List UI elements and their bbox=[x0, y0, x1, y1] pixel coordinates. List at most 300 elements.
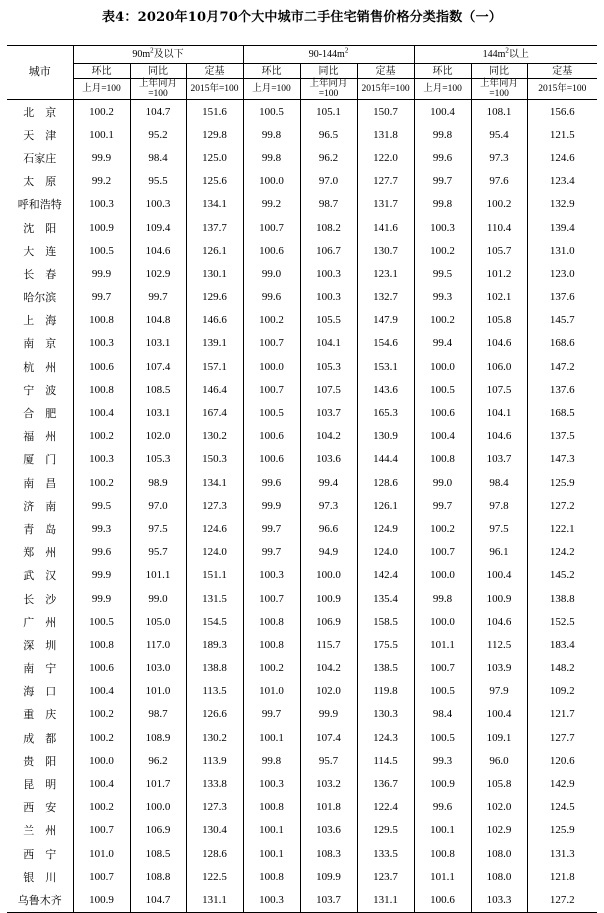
table-row bbox=[7, 100, 597, 124]
index-value: 100.1 bbox=[243, 819, 300, 842]
index-value: 137.6 bbox=[527, 378, 597, 401]
index-value: 142.9 bbox=[527, 772, 597, 795]
index-value: 99.6 bbox=[91, 546, 112, 559]
index-value: 99.5 bbox=[414, 262, 471, 285]
index-value: 121.8 bbox=[527, 865, 597, 888]
index-value: 97.0 bbox=[130, 494, 186, 517]
index-value: 151.1 bbox=[186, 564, 243, 587]
index-value: 100.9 bbox=[414, 772, 471, 795]
index-value: 146.6 bbox=[186, 309, 243, 332]
index-value: 127.7 bbox=[527, 726, 597, 749]
table-row bbox=[7, 819, 597, 842]
index-value: 156.6 bbox=[527, 100, 597, 124]
index-value: 101.1 bbox=[414, 633, 471, 656]
index-value: 109.2 bbox=[527, 680, 597, 703]
index-value: 106.9 bbox=[130, 819, 186, 842]
index-value: 131.7 bbox=[357, 193, 414, 216]
index-value: 100.6 bbox=[89, 662, 114, 675]
city-name: 济 南 bbox=[7, 494, 73, 517]
index-value: 100.2 bbox=[89, 731, 114, 744]
base-label-mom: 上月=100 bbox=[73, 79, 130, 100]
base-label-yoy: 上年同月=100 bbox=[471, 79, 527, 100]
index-value: 109.1 bbox=[471, 726, 527, 749]
index-value: 104.1 bbox=[471, 401, 527, 424]
index-value: 104.1 bbox=[300, 332, 357, 355]
index-value: 96.1 bbox=[471, 541, 527, 564]
index-value: 104.6 bbox=[471, 610, 527, 633]
index-value: 112.5 bbox=[471, 633, 527, 656]
index-value: 130.9 bbox=[357, 425, 414, 448]
index-value: 103.2 bbox=[300, 772, 357, 795]
index-value: 126.1 bbox=[357, 494, 414, 517]
index-value: 107.4 bbox=[300, 726, 357, 749]
index-value: 138.8 bbox=[186, 657, 243, 680]
subheader-mom: 环比 bbox=[91, 65, 112, 77]
table-row bbox=[7, 657, 597, 680]
index-value: 96.5 bbox=[300, 123, 357, 146]
index-value: 147.9 bbox=[357, 309, 414, 332]
index-value: 105.8 bbox=[471, 772, 527, 795]
index-value: 146.4 bbox=[186, 378, 243, 401]
index-value: 100.7 bbox=[414, 657, 471, 680]
index-value: 147.2 bbox=[527, 355, 597, 378]
index-value: 102.9 bbox=[130, 262, 186, 285]
index-value: 132.9 bbox=[527, 193, 597, 216]
base-label-fixed: 2015年=100 bbox=[527, 79, 597, 100]
index-value: 130.2 bbox=[186, 726, 243, 749]
city-name: 海 口 bbox=[7, 680, 73, 703]
table-row bbox=[7, 239, 597, 262]
index-value: 103.6 bbox=[300, 448, 357, 471]
index-value: 104.2 bbox=[300, 657, 357, 680]
index-value: 145.2 bbox=[527, 564, 597, 587]
index-value: 100.2 bbox=[89, 476, 114, 489]
index-value: 100.9 bbox=[300, 587, 357, 610]
index-value: 99.7 bbox=[130, 286, 186, 309]
index-value: 100.7 bbox=[89, 824, 114, 837]
table-row bbox=[7, 888, 597, 912]
city-name: 合 肥 bbox=[7, 401, 73, 424]
index-value: 99.2 bbox=[243, 193, 300, 216]
table-row bbox=[7, 425, 597, 448]
index-value: 144.4 bbox=[357, 448, 414, 471]
base-label-yoy: 上年同月=100 bbox=[300, 79, 357, 100]
table-row bbox=[7, 401, 597, 424]
index-value: 103.3 bbox=[471, 888, 527, 912]
index-value: 100.7 bbox=[243, 587, 300, 610]
index-value: 100.3 bbox=[243, 564, 300, 587]
index-value: 127.3 bbox=[186, 796, 243, 819]
index-value: 137.7 bbox=[186, 216, 243, 239]
index-value: 100.3 bbox=[300, 286, 357, 309]
index-value: 130.1 bbox=[186, 262, 243, 285]
table-row bbox=[7, 772, 597, 795]
index-value: 123.4 bbox=[527, 170, 597, 193]
city-name: 哈尔滨 bbox=[7, 286, 73, 309]
index-value: 99.3 bbox=[414, 749, 471, 772]
index-value: 150.3 bbox=[186, 448, 243, 471]
index-value: 100.8 bbox=[243, 796, 300, 819]
index-value: 101.1 bbox=[130, 564, 186, 587]
index-value: 99.7 bbox=[243, 517, 300, 540]
city-name: 青 岛 bbox=[7, 517, 73, 540]
index-value: 99.6 bbox=[243, 471, 300, 494]
index-value: 145.7 bbox=[527, 309, 597, 332]
index-value: 99.4 bbox=[300, 471, 357, 494]
index-value: 100.0 bbox=[243, 355, 300, 378]
index-value: 154.5 bbox=[186, 610, 243, 633]
index-value: 100.2 bbox=[89, 708, 114, 721]
index-value: 99.2 bbox=[91, 175, 112, 188]
index-value: 100.2 bbox=[243, 309, 300, 332]
index-value: 127.3 bbox=[186, 494, 243, 517]
index-value: 148.2 bbox=[527, 657, 597, 680]
city-name: 广 州 bbox=[7, 610, 73, 633]
city-name: 天 津 bbox=[7, 123, 73, 146]
group-header-small: $90m^2$及以下 bbox=[73, 46, 243, 64]
index-value: 123.1 bbox=[357, 262, 414, 285]
table-row bbox=[7, 517, 597, 540]
index-value: 100.8 bbox=[243, 865, 300, 888]
city-name: 南 宁 bbox=[7, 657, 73, 680]
index-value: 153.1 bbox=[357, 355, 414, 378]
index-value: 114.5 bbox=[357, 749, 414, 772]
index-value: 101.7 bbox=[130, 772, 186, 795]
city-name: 南 昌 bbox=[7, 471, 73, 494]
table-row bbox=[7, 494, 597, 517]
index-value: 124.3 bbox=[357, 726, 414, 749]
index-value: 106.7 bbox=[300, 239, 357, 262]
index-value: 97.0 bbox=[300, 170, 357, 193]
index-value: 157.1 bbox=[186, 355, 243, 378]
index-value: 165.3 bbox=[357, 401, 414, 424]
index-value: 100.6 bbox=[89, 360, 114, 373]
index-value: 100.8 bbox=[89, 638, 114, 651]
city-name: 贵 阳 bbox=[7, 749, 73, 772]
index-value: 98.4 bbox=[471, 471, 527, 494]
index-value: 158.5 bbox=[357, 610, 414, 633]
group-header-medium: $90-144m^2$ bbox=[243, 46, 414, 64]
index-value: 110.4 bbox=[471, 216, 527, 239]
city-name: 西 安 bbox=[7, 796, 73, 819]
index-value: 100.7 bbox=[243, 332, 300, 355]
index-value: 99.8 bbox=[243, 123, 300, 146]
table-row bbox=[7, 123, 597, 146]
base-label-fixed: 2015年=100 bbox=[186, 79, 243, 100]
index-value: 104.6 bbox=[471, 332, 527, 355]
index-value: 189.3 bbox=[186, 633, 243, 656]
city-name: 太 原 bbox=[7, 170, 73, 193]
index-value: 99.9 bbox=[91, 592, 112, 605]
index-value: 100.7 bbox=[89, 870, 114, 883]
index-value: 108.8 bbox=[130, 865, 186, 888]
index-value: 100.5 bbox=[243, 401, 300, 424]
city-name: 武 汉 bbox=[7, 564, 73, 587]
index-value: 107.5 bbox=[471, 378, 527, 401]
city-name: 长 春 bbox=[7, 262, 73, 285]
index-value: 129.6 bbox=[186, 286, 243, 309]
index-value: 133.8 bbox=[186, 772, 243, 795]
index-value: 105.1 bbox=[300, 100, 357, 124]
index-value: 108.5 bbox=[130, 378, 186, 401]
index-value: 100.0 bbox=[414, 564, 471, 587]
table-row bbox=[7, 865, 597, 888]
city-name: 宁 波 bbox=[7, 378, 73, 401]
index-value: 99.8 bbox=[243, 749, 300, 772]
index-value: 100.8 bbox=[243, 633, 300, 656]
index-value: 136.7 bbox=[357, 772, 414, 795]
index-value: 100.1 bbox=[89, 128, 114, 141]
index-value: 100.7 bbox=[243, 216, 300, 239]
index-value: 127.2 bbox=[527, 494, 597, 517]
group-header-large: $144m^2$以上 bbox=[414, 46, 597, 64]
table-row bbox=[7, 842, 597, 865]
index-value: 100.4 bbox=[471, 564, 527, 587]
page-title: 表4：2020年10月70个大中城市二手住宅销售价格分类指数（一） bbox=[101, 10, 502, 25]
index-value: 132.7 bbox=[357, 286, 414, 309]
index-value: 102.0 bbox=[300, 680, 357, 703]
index-value: 121.5 bbox=[527, 123, 597, 146]
price-index-table bbox=[7, 45, 597, 913]
city-name: 银 川 bbox=[7, 865, 73, 888]
city-name: 沈 阳 bbox=[7, 216, 73, 239]
index-value: 99.7 bbox=[91, 291, 112, 304]
index-value: 134.1 bbox=[186, 193, 243, 216]
index-value: 104.6 bbox=[471, 425, 527, 448]
index-value: 100.3 bbox=[243, 772, 300, 795]
index-value: 133.5 bbox=[357, 842, 414, 865]
index-value: 100.8 bbox=[414, 842, 471, 865]
index-value: 100.1 bbox=[414, 819, 471, 842]
table-row bbox=[7, 749, 597, 772]
index-value: 100.2 bbox=[471, 193, 527, 216]
index-value: 122.5 bbox=[186, 865, 243, 888]
index-value: 103.1 bbox=[130, 332, 186, 355]
index-value: 100.0 bbox=[414, 355, 471, 378]
index-value: 100.3 bbox=[89, 453, 114, 466]
index-value: 127.2 bbox=[527, 888, 597, 912]
index-value: 124.0 bbox=[357, 541, 414, 564]
index-value: 138.5 bbox=[357, 657, 414, 680]
city-name: 深 圳 bbox=[7, 633, 73, 656]
city-name: 福 州 bbox=[7, 425, 73, 448]
subheader-mom: 环比 bbox=[414, 64, 471, 79]
index-value: 96.2 bbox=[130, 749, 186, 772]
index-value: 100.6 bbox=[243, 425, 300, 448]
index-value: 135.4 bbox=[357, 587, 414, 610]
index-value: 105.8 bbox=[471, 309, 527, 332]
index-value: 100.5 bbox=[89, 615, 114, 628]
index-value: 127.7 bbox=[357, 170, 414, 193]
table-row bbox=[7, 146, 597, 169]
index-value: 130.3 bbox=[357, 703, 414, 726]
index-value: 100.4 bbox=[89, 778, 114, 791]
index-value: 99.9 bbox=[300, 703, 357, 726]
index-value: 175.5 bbox=[357, 633, 414, 656]
index-value: 100.8 bbox=[243, 610, 300, 633]
table-row bbox=[7, 355, 597, 378]
index-value: 124.2 bbox=[527, 541, 597, 564]
city-header: 城市 bbox=[7, 46, 73, 100]
city-name: 上 海 bbox=[7, 309, 73, 332]
index-value: 100.8 bbox=[89, 383, 114, 396]
index-value: 100.3 bbox=[130, 193, 186, 216]
index-value: 100.4 bbox=[89, 407, 114, 420]
index-value: 100.2 bbox=[89, 105, 114, 118]
index-value: 98.4 bbox=[414, 703, 471, 726]
index-value: 100.3 bbox=[243, 888, 300, 912]
index-value: 109.4 bbox=[130, 216, 186, 239]
table-row bbox=[7, 332, 597, 355]
index-value: 129.5 bbox=[357, 819, 414, 842]
index-value: 100.8 bbox=[414, 448, 471, 471]
index-value: 103.0 bbox=[130, 657, 186, 680]
index-value: 131.3 bbox=[527, 842, 597, 865]
index-value: 99.9 bbox=[243, 494, 300, 517]
index-value: 104.7 bbox=[130, 100, 186, 124]
index-value: 125.6 bbox=[186, 170, 243, 193]
index-value: 108.5 bbox=[130, 842, 186, 865]
index-value: 100.8 bbox=[89, 314, 114, 327]
table-row bbox=[7, 633, 597, 656]
index-value: 100.2 bbox=[243, 657, 300, 680]
city-name: 昆 明 bbox=[7, 772, 73, 795]
index-value: 100.4 bbox=[89, 685, 114, 698]
index-value: 139.4 bbox=[527, 216, 597, 239]
index-value: 105.3 bbox=[130, 448, 186, 471]
index-value: 100.1 bbox=[243, 842, 300, 865]
index-value: 124.0 bbox=[186, 541, 243, 564]
index-value: 119.8 bbox=[357, 680, 414, 703]
index-value: 115.7 bbox=[300, 633, 357, 656]
index-value: 100.3 bbox=[414, 216, 471, 239]
table-row bbox=[7, 309, 597, 332]
index-value: 131.8 bbox=[357, 123, 414, 146]
index-value: 122.4 bbox=[357, 796, 414, 819]
index-value: 100.6 bbox=[243, 239, 300, 262]
table-row bbox=[7, 541, 597, 564]
index-value: 100.9 bbox=[471, 587, 527, 610]
index-value: 100.0 bbox=[414, 610, 471, 633]
city-name: 郑 州 bbox=[7, 541, 73, 564]
index-value: 131.1 bbox=[186, 888, 243, 912]
city-name: 杭 州 bbox=[7, 355, 73, 378]
index-value: 102.9 bbox=[471, 819, 527, 842]
index-value: 167.4 bbox=[186, 401, 243, 424]
index-value: 98.9 bbox=[130, 471, 186, 494]
index-value: 100.9 bbox=[89, 221, 114, 234]
index-value: 97.8 bbox=[471, 494, 527, 517]
index-value: 99.0 bbox=[243, 262, 300, 285]
index-value: 99.7 bbox=[414, 494, 471, 517]
index-value: 101.2 bbox=[471, 262, 527, 285]
subheader-mom: 环比 bbox=[243, 64, 300, 79]
index-value: 128.6 bbox=[186, 842, 243, 865]
index-value: 125.0 bbox=[186, 146, 243, 169]
table-row bbox=[7, 471, 597, 494]
index-value: 100.0 bbox=[243, 170, 300, 193]
index-value: 139.1 bbox=[186, 332, 243, 355]
index-value: 99.5 bbox=[91, 499, 112, 512]
index-value: 100.0 bbox=[130, 796, 186, 819]
index-value: 154.6 bbox=[357, 332, 414, 355]
index-value: 101.0 bbox=[89, 847, 114, 860]
city-name: 北 京 bbox=[7, 100, 73, 124]
index-value: 100.5 bbox=[243, 100, 300, 124]
index-value: 123.7 bbox=[357, 865, 414, 888]
index-value: 141.6 bbox=[357, 216, 414, 239]
table-row bbox=[7, 796, 597, 819]
city-name: 厦 门 bbox=[7, 448, 73, 471]
index-value: 103.1 bbox=[130, 401, 186, 424]
index-value: 124.5 bbox=[527, 796, 597, 819]
subheader-yoy: 同比 bbox=[471, 64, 527, 79]
base-label-yoy: 上年同月=100 bbox=[130, 79, 186, 100]
index-value: 99.3 bbox=[414, 286, 471, 309]
index-value: 137.6 bbox=[527, 286, 597, 309]
index-value: 100.2 bbox=[414, 517, 471, 540]
index-value: 95.2 bbox=[130, 123, 186, 146]
city-name: 长 沙 bbox=[7, 587, 73, 610]
index-value: 99.7 bbox=[243, 541, 300, 564]
index-value: 100.5 bbox=[414, 726, 471, 749]
table-row bbox=[7, 726, 597, 749]
city-name: 乌鲁木齐 bbox=[7, 888, 73, 912]
index-value: 95.5 bbox=[130, 170, 186, 193]
index-value: 126.1 bbox=[186, 239, 243, 262]
index-value: 101.1 bbox=[414, 865, 471, 888]
city-name: 石家庄 bbox=[7, 146, 73, 169]
index-value: 96.6 bbox=[300, 517, 357, 540]
index-value: 168.6 bbox=[527, 332, 597, 355]
index-value: 100.3 bbox=[89, 198, 114, 211]
city-name: 成 都 bbox=[7, 726, 73, 749]
index-value: 98.7 bbox=[300, 193, 357, 216]
index-value: 103.7 bbox=[300, 888, 357, 912]
index-value: 117.0 bbox=[130, 633, 186, 656]
index-value: 99.8 bbox=[243, 146, 300, 169]
index-value: 102.0 bbox=[471, 796, 527, 819]
index-value: 101.8 bbox=[300, 796, 357, 819]
index-value: 168.5 bbox=[527, 401, 597, 424]
city-name: 西 宁 bbox=[7, 842, 73, 865]
index-value: 108.1 bbox=[471, 100, 527, 124]
index-value: 122.1 bbox=[527, 517, 597, 540]
index-value: 103.6 bbox=[300, 819, 357, 842]
index-value: 99.8 bbox=[414, 193, 471, 216]
index-value: 97.9 bbox=[471, 680, 527, 703]
index-value: 95.7 bbox=[300, 749, 357, 772]
table-row bbox=[7, 216, 597, 239]
index-value: 125.9 bbox=[527, 819, 597, 842]
index-value: 102.1 bbox=[471, 286, 527, 309]
index-value: 103.7 bbox=[300, 401, 357, 424]
index-value: 104.8 bbox=[130, 309, 186, 332]
index-value: 108.0 bbox=[471, 842, 527, 865]
index-value: 100.7 bbox=[414, 541, 471, 564]
table-row bbox=[7, 448, 597, 471]
index-value: 107.4 bbox=[130, 355, 186, 378]
index-value: 105.0 bbox=[130, 610, 186, 633]
table-row bbox=[7, 564, 597, 587]
index-value: 98.4 bbox=[130, 146, 186, 169]
index-value: 104.7 bbox=[130, 888, 186, 912]
index-value: 105.7 bbox=[471, 239, 527, 262]
index-value: 108.9 bbox=[130, 726, 186, 749]
base-label-mom: 上月=100 bbox=[414, 79, 471, 100]
city-name: 呼和浩特 bbox=[7, 193, 73, 216]
city-name: 重 庆 bbox=[7, 703, 73, 726]
